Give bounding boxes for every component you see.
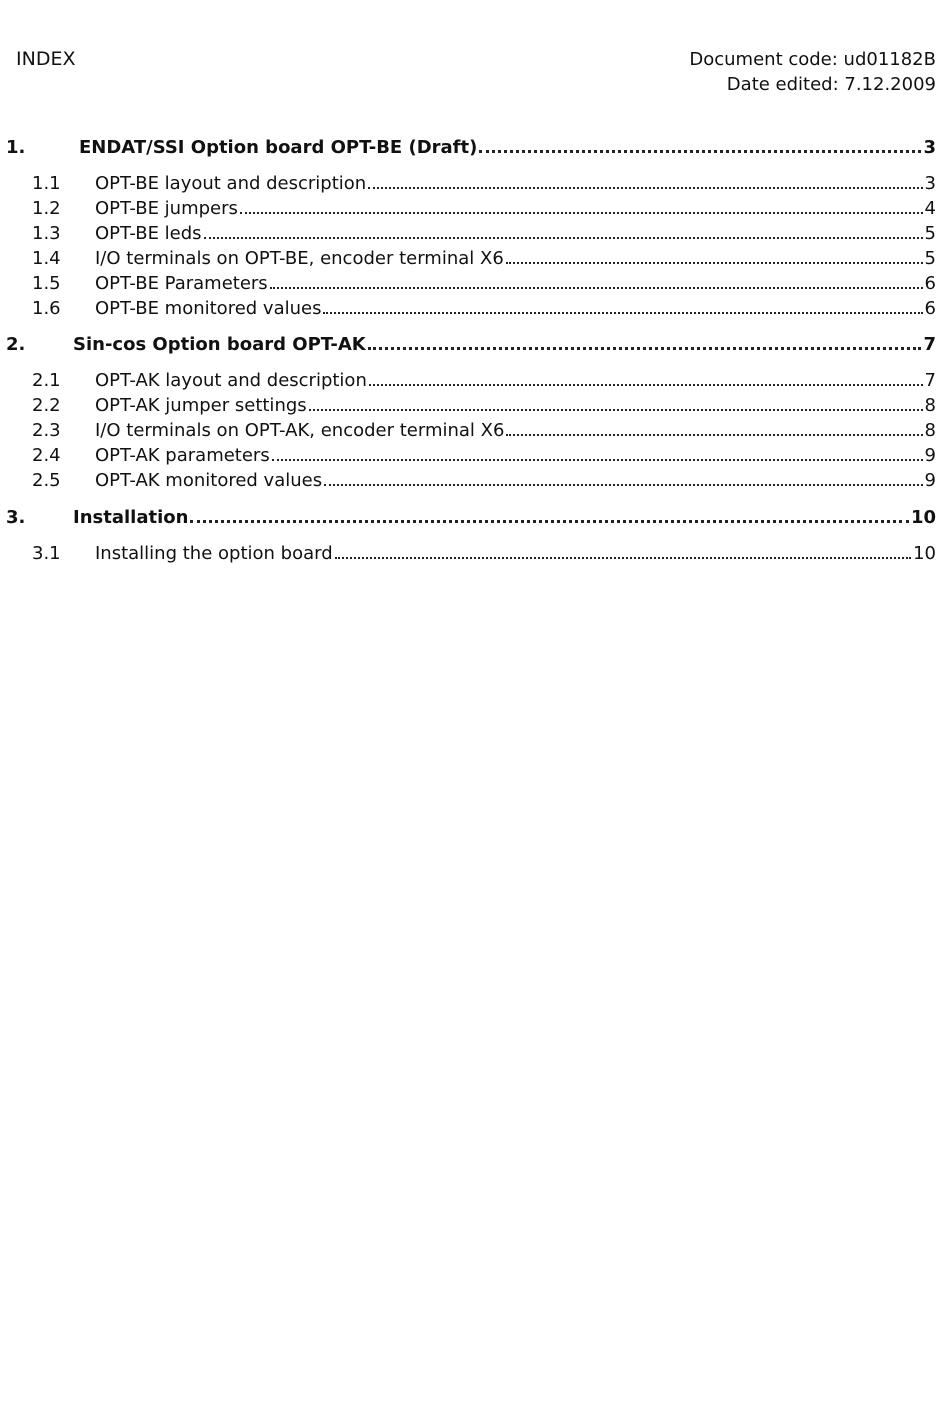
toc-section-1-4[interactable] xyxy=(32,245,936,269)
toc-number: 1.6 xyxy=(32,298,61,319)
index-heading: INDEX xyxy=(16,48,76,70)
toc-section-3-1[interactable] xyxy=(32,540,936,564)
toc-title: OPT-AK monitored values xyxy=(95,470,323,491)
toc-leader xyxy=(204,237,923,239)
toc-page-number: 7 xyxy=(923,334,936,355)
toc-number: 1.5 xyxy=(32,273,61,294)
toc-section-2-3[interactable] xyxy=(32,417,936,441)
toc-leader xyxy=(506,434,922,436)
toc-title: OPT-BE Parameters xyxy=(95,273,268,294)
toc-leader xyxy=(368,347,922,350)
toc-leader xyxy=(368,187,922,189)
toc-number: 3. xyxy=(6,507,26,528)
toc-chapter-1[interactable] xyxy=(6,134,936,158)
toc-title: I/O terminals on OPT-AK, encoder terminal X6 xyxy=(95,420,505,441)
toc-leader xyxy=(479,150,921,153)
toc-leader xyxy=(240,212,923,214)
toc-leader xyxy=(506,262,923,264)
toc-leader xyxy=(272,459,923,461)
toc-chapter-2[interactable] xyxy=(6,331,936,355)
toc-number: 3.1 xyxy=(32,543,61,564)
toc-page-number: 3 xyxy=(924,173,936,194)
toc-page-number: 4 xyxy=(924,198,936,219)
toc-number: 1. xyxy=(6,137,26,158)
toc-number: 1.4 xyxy=(32,248,61,269)
toc-page-number: 9 xyxy=(924,470,936,491)
toc-section-1-6[interactable] xyxy=(32,295,936,319)
toc-leader xyxy=(369,384,923,386)
toc-number: 2. xyxy=(6,334,26,355)
toc-number: 2.4 xyxy=(32,445,61,466)
toc-number: 2.5 xyxy=(32,470,61,491)
toc-page-number: 10 xyxy=(910,507,936,528)
toc-page-number: 3 xyxy=(923,137,936,158)
toc-page-number: 5 xyxy=(924,248,936,269)
toc-title: I/O terminals on OPT-BE, encoder terminal X6 xyxy=(95,248,504,269)
toc-section-1-3[interactable] xyxy=(32,220,936,244)
date-edited: Date edited: 7.12.2009 xyxy=(726,74,936,95)
toc-leader xyxy=(309,409,923,411)
toc-section-1-2[interactable] xyxy=(32,195,936,219)
toc-leader xyxy=(190,520,909,523)
toc-number: 1.1 xyxy=(32,173,61,194)
toc-number: 2.2 xyxy=(32,395,61,416)
toc-title: Installing the option board xyxy=(95,543,333,564)
toc-title: OPT-AK parameters xyxy=(95,445,270,466)
toc-section-2-5[interactable] xyxy=(32,467,936,491)
toc-title: OPT-BE monitored values xyxy=(95,298,322,319)
toc-section-1-5[interactable] xyxy=(32,270,936,294)
toc-page-number: 8 xyxy=(924,420,936,441)
toc-section-2-4[interactable] xyxy=(32,442,936,466)
toc-title: OPT-AK layout and description xyxy=(95,370,367,391)
toc-leader xyxy=(335,557,911,559)
toc-leader xyxy=(324,484,922,486)
toc-page-number: 7 xyxy=(924,370,936,391)
toc-section-2-2[interactable] xyxy=(32,392,936,416)
toc-title: OPT-BE jumpers xyxy=(95,198,238,219)
toc-page-number: 5 xyxy=(924,223,936,244)
toc-title: Sin-cos Option board OPT-AK xyxy=(73,334,366,355)
toc-chapter-3[interactable] xyxy=(6,504,936,528)
toc-section-2-1[interactable] xyxy=(32,367,936,391)
toc-title: Installation xyxy=(73,507,189,528)
toc-title: ENDAT/SSI Option board OPT-BE (Draft) xyxy=(79,137,478,158)
document-meta xyxy=(689,47,936,97)
document-code: Document code: ud01182B xyxy=(689,49,936,70)
toc-section-1-1[interactable] xyxy=(32,170,936,194)
toc-page-number: 6 xyxy=(924,273,936,294)
toc-page-number: 10 xyxy=(913,543,936,564)
toc-title: OPT-BE leds xyxy=(95,223,202,244)
toc-leader xyxy=(270,287,923,289)
toc-number: 1.3 xyxy=(32,223,61,244)
toc-number: 2.3 xyxy=(32,420,61,441)
toc-leader xyxy=(323,312,922,314)
toc-page-number: 8 xyxy=(924,395,936,416)
toc-number: 1.2 xyxy=(32,198,61,219)
toc-title: OPT-BE layout and description xyxy=(95,173,367,194)
toc-page-number: 6 xyxy=(924,298,936,319)
toc-title: OPT-AK jumper settings xyxy=(95,395,307,416)
toc-number: 2.1 xyxy=(32,370,61,391)
toc-page-number: 9 xyxy=(924,445,936,466)
